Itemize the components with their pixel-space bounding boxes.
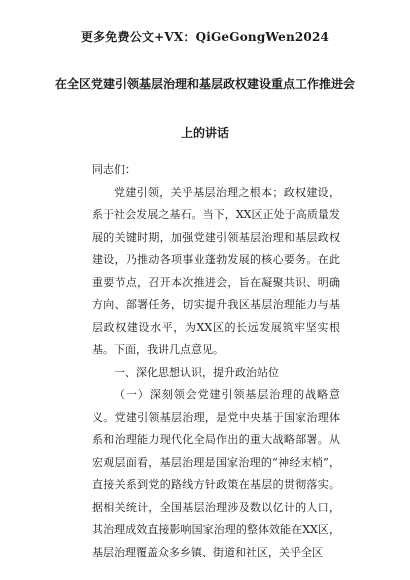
body-paragraph: （一）深刻领会党建引领基层治理的战略意义。党建引领基层治理，是党中央基于国家治理体系和治理能力现代化全局作出的重大战略部署。从宏观层面看，基层治理是国家治理的“神经末梢”，直接关系到党的路线方针政策在基层的贯彻落实。据相关统计，全国基层治理涉及数以亿计的人口，其治理成效直接影响国家治理的整体效能在XX区，基层治理覆盖众多乡镇、街道和社区，关乎全区 [92, 388, 340, 559]
section-heading: 一、深化思想认识，提升政治站位 [114, 365, 279, 379]
salutation: 同志们： [92, 163, 136, 176]
intro-paragraph: 党建引领，关乎基层治理之根本；政权建设，系于社会发展之基石。当下，XX区正处于高质量发展的关键时期，加强党建引领基层治理和基层政权建设，乃推动各项事业蓬勃发展的核心要务。在此重要节点，召开本次推进会，旨在凝聚共识、明确方向、部署任务，切实提升我区基层治理能力与基层政权建设水平，为XX区的长远发展筑牢坚实根基。下面，我讲几点意见。 [92, 185, 340, 356]
watermark-text: 更多免费公文+VX：QiGeGongWen2024 [80, 30, 330, 44]
document-title: 在全区党建引领基层治理和基层政权建设重点工作推进会 [54, 77, 355, 91]
document-body [92, 159, 340, 564]
document-title-continued: 上的讲话 [180, 126, 229, 140]
